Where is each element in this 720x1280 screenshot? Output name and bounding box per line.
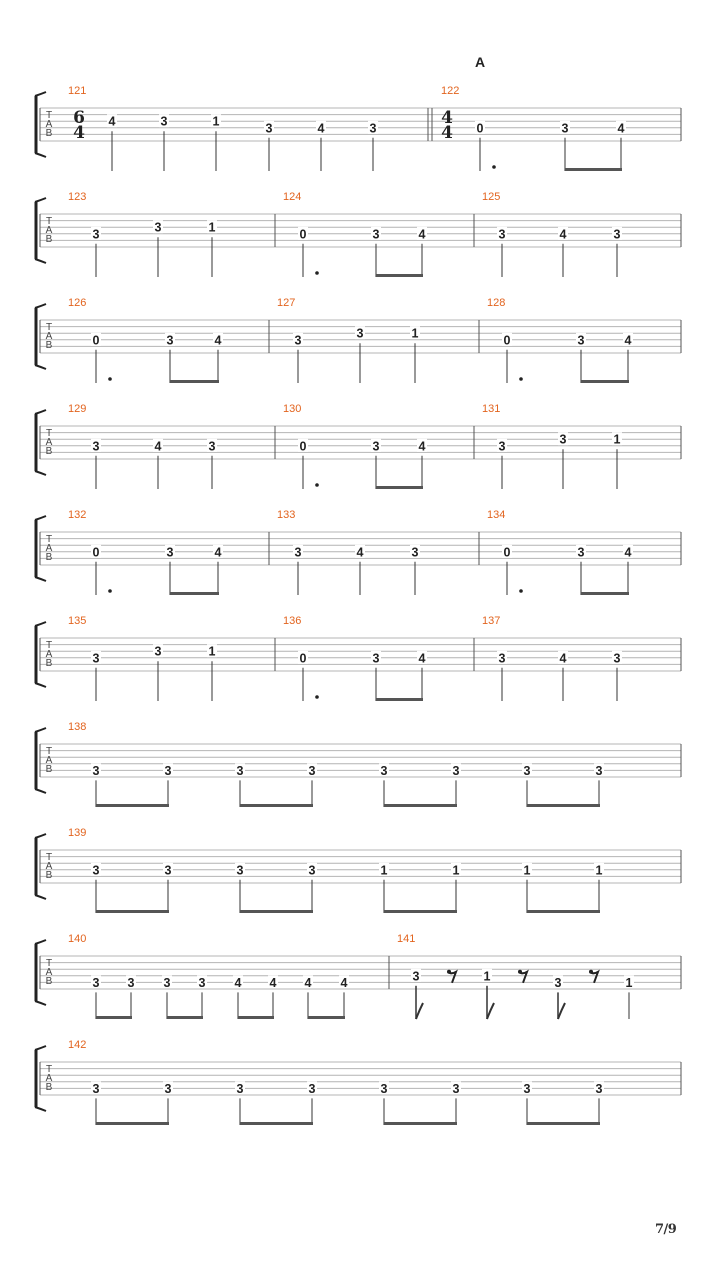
fret-number: 4 xyxy=(214,545,222,560)
dot xyxy=(108,377,112,381)
fret-number: 3 xyxy=(613,651,621,666)
tab-clef-letter: A xyxy=(45,967,53,978)
measure-number: 125 xyxy=(482,191,501,203)
bracket-hook xyxy=(35,683,46,687)
tab-clef-letter: B xyxy=(45,128,53,139)
dot xyxy=(108,589,112,593)
bracket-hook xyxy=(35,153,46,157)
beam xyxy=(527,1122,600,1125)
fret-number: 3 xyxy=(561,121,569,136)
fret-number: 1 xyxy=(208,644,216,659)
fret-number: 4 xyxy=(304,975,312,990)
tab-clef-letter: A xyxy=(45,331,53,342)
tab-clef-letter: A xyxy=(45,861,53,872)
fret-number: 3 xyxy=(236,863,244,878)
beam xyxy=(565,168,622,171)
time-signature-top: 6 xyxy=(73,108,85,128)
fret-number: 3 xyxy=(208,439,216,454)
bracket-hook xyxy=(35,365,46,369)
measure-number: 131 xyxy=(482,403,501,415)
tab-clef-letter: T xyxy=(45,428,53,439)
beam xyxy=(384,804,457,807)
fret-number: 4 xyxy=(418,651,426,666)
bracket-hook xyxy=(35,622,46,626)
fret-number: 3 xyxy=(127,975,135,990)
fret-number: 4 xyxy=(108,114,116,129)
bracket-hook xyxy=(35,1001,46,1005)
beam xyxy=(96,910,169,913)
fret-number: 3 xyxy=(92,227,100,242)
dot xyxy=(519,589,523,593)
tab-clef-letter: T xyxy=(45,640,53,651)
fret-number: 1 xyxy=(595,863,603,878)
fret-number: 0 xyxy=(299,227,307,242)
tab-clef-letter: T xyxy=(45,110,53,121)
tab-clef-letter: T xyxy=(45,852,53,863)
beam xyxy=(96,804,169,807)
fret-number: 1 xyxy=(483,969,491,984)
fret-number: 3 xyxy=(559,432,567,447)
fret-number: 4 xyxy=(269,975,277,990)
fret-number: 3 xyxy=(380,1081,388,1096)
beam xyxy=(170,380,219,383)
fret-number: 0 xyxy=(92,545,100,560)
beam xyxy=(308,1016,345,1019)
measure-number: 139 xyxy=(68,827,87,839)
fret-number: 3 xyxy=(236,1081,244,1096)
fret-number: 4 xyxy=(617,121,625,136)
bracket-hook xyxy=(35,1107,46,1111)
tab-clef-letter: B xyxy=(45,340,53,351)
tab-clef-letter: T xyxy=(45,322,53,333)
fret-number: 3 xyxy=(294,545,302,560)
fret-number: 3 xyxy=(308,763,316,778)
note-flag xyxy=(416,1003,423,1019)
time-signature-bottom: 4 xyxy=(73,123,85,143)
time-signature-bottom: 4 xyxy=(441,123,453,143)
measure-number: 134 xyxy=(487,509,506,521)
fret-number: 4 xyxy=(559,227,567,242)
tab-clef-letter: A xyxy=(45,543,53,554)
fret-number: 3 xyxy=(154,644,162,659)
page-number: 7/9 xyxy=(655,1222,677,1237)
tab-clef-letter: T xyxy=(45,958,53,969)
fret-number: 1 xyxy=(523,863,531,878)
fret-number: 1 xyxy=(625,975,633,990)
bracket-hook xyxy=(35,895,46,899)
measure-number: 121 xyxy=(68,85,87,97)
fret-number: 1 xyxy=(411,326,419,341)
beam xyxy=(96,1016,132,1019)
beam xyxy=(96,1122,169,1125)
tab-clef-letter: B xyxy=(45,870,53,881)
fret-number: 3 xyxy=(523,763,531,778)
measure-number: 133 xyxy=(277,509,296,521)
dot xyxy=(315,271,319,275)
beam xyxy=(527,910,600,913)
fret-number: 0 xyxy=(92,333,100,348)
fret-number: 1 xyxy=(613,432,621,447)
fret-number: 4 xyxy=(418,227,426,242)
fret-number: 1 xyxy=(212,114,220,129)
bracket-hook xyxy=(35,198,46,202)
fret-number: 3 xyxy=(154,220,162,235)
eighth-rest xyxy=(518,970,522,974)
section-label: A xyxy=(475,54,486,70)
tab-clef-letter: B xyxy=(45,764,53,775)
fret-number: 3 xyxy=(308,1081,316,1096)
fret-number: 4 xyxy=(317,121,325,136)
fret-number: 3 xyxy=(452,1081,460,1096)
fret-number: 0 xyxy=(503,545,511,560)
dot xyxy=(315,695,319,699)
tab-clef-letter: T xyxy=(45,746,53,757)
beam xyxy=(384,1122,457,1125)
tab-clef-letter: T xyxy=(45,534,53,545)
fret-number: 1 xyxy=(208,220,216,235)
bracket-hook xyxy=(35,789,46,793)
fret-number: 3 xyxy=(92,975,100,990)
fret-number: 4 xyxy=(154,439,162,454)
tab-clef-letter: A xyxy=(45,225,53,236)
fret-number: 3 xyxy=(372,439,380,454)
bracket-hook xyxy=(35,259,46,263)
fret-number: 3 xyxy=(613,227,621,242)
measure-number: 138 xyxy=(68,721,87,733)
beam xyxy=(240,910,313,913)
bracket-hook xyxy=(35,1046,46,1050)
fret-number: 0 xyxy=(299,651,307,666)
measure-number: 132 xyxy=(68,509,87,521)
measure-number: 126 xyxy=(68,297,87,309)
fret-number: 4 xyxy=(624,545,632,560)
fret-number: 3 xyxy=(595,763,603,778)
measure-number: 140 xyxy=(68,933,87,945)
bracket-hook xyxy=(35,516,46,520)
fret-number: 4 xyxy=(418,439,426,454)
fret-number: 3 xyxy=(198,975,206,990)
tab-clef-letter: A xyxy=(45,1073,53,1084)
beam xyxy=(376,486,423,489)
fret-number: 3 xyxy=(380,763,388,778)
bracket-hook xyxy=(35,728,46,732)
measure-number: 129 xyxy=(68,403,87,415)
tab-clef-letter: B xyxy=(45,976,53,987)
fret-number: 3 xyxy=(236,763,244,778)
measure-number: 123 xyxy=(68,191,87,203)
beam xyxy=(376,274,423,277)
dot xyxy=(519,377,523,381)
fret-number: 1 xyxy=(452,863,460,878)
fret-number: 3 xyxy=(92,1081,100,1096)
eighth-rest xyxy=(589,970,593,974)
tab-clef-letter: A xyxy=(45,437,53,448)
fret-number: 3 xyxy=(577,333,585,348)
fret-number: 3 xyxy=(372,227,380,242)
fret-number: 3 xyxy=(372,651,380,666)
bracket-hook xyxy=(35,410,46,414)
measure-number: 122 xyxy=(441,85,460,97)
fret-number: 3 xyxy=(92,439,100,454)
fret-number: 3 xyxy=(523,1081,531,1096)
bracket-hook xyxy=(35,304,46,308)
fret-number: 4 xyxy=(624,333,632,348)
note-flag xyxy=(487,1003,494,1019)
measure-number: 127 xyxy=(277,297,296,309)
tab-clef-letter: B xyxy=(45,552,53,563)
beam xyxy=(240,804,313,807)
fret-number: 3 xyxy=(308,863,316,878)
fret-number: 3 xyxy=(166,333,174,348)
tab-clef-letter: T xyxy=(45,216,53,227)
tab-clef-letter: B xyxy=(45,446,53,457)
measure-number: 128 xyxy=(487,297,506,309)
fret-number: 3 xyxy=(164,763,172,778)
fret-number: 4 xyxy=(559,651,567,666)
beam xyxy=(376,698,423,701)
beam xyxy=(384,910,457,913)
fret-number: 3 xyxy=(265,121,273,136)
dot xyxy=(492,165,496,169)
tab-clef-letter: A xyxy=(45,755,53,766)
fret-number: 4 xyxy=(234,975,242,990)
measure-number: 124 xyxy=(283,191,302,203)
fret-number: 0 xyxy=(503,333,511,348)
fret-number: 3 xyxy=(164,1081,172,1096)
note-flag xyxy=(558,1003,565,1019)
bracket-hook xyxy=(35,577,46,581)
time-signature-top: 4 xyxy=(441,108,453,128)
bracket-hook xyxy=(35,834,46,838)
tab-clef-letter: B xyxy=(45,1082,53,1093)
measure-number: 136 xyxy=(283,615,302,627)
fret-number: 3 xyxy=(92,763,100,778)
fret-number: 3 xyxy=(163,975,171,990)
bracket-hook xyxy=(35,471,46,475)
fret-number: 3 xyxy=(498,227,506,242)
measure-number: 130 xyxy=(283,403,302,415)
fret-number: 3 xyxy=(498,651,506,666)
fret-number: 1 xyxy=(380,863,388,878)
beam xyxy=(581,592,629,595)
measure-number: 141 xyxy=(397,933,416,945)
fret-number: 4 xyxy=(214,333,222,348)
fret-number: 3 xyxy=(498,439,506,454)
fret-number: 3 xyxy=(369,121,377,136)
fret-number: 4 xyxy=(340,975,348,990)
fret-number: 3 xyxy=(164,863,172,878)
bracket-hook xyxy=(35,92,46,96)
beam xyxy=(167,1016,203,1019)
fret-number: 3 xyxy=(412,969,420,984)
beam xyxy=(581,380,629,383)
measure-number: 142 xyxy=(68,1039,87,1051)
fret-number: 3 xyxy=(92,651,100,666)
beam xyxy=(240,1122,313,1125)
fret-number: 3 xyxy=(411,545,419,560)
tab-clef-letter: B xyxy=(45,658,53,669)
fret-number: 3 xyxy=(577,545,585,560)
beam xyxy=(170,592,219,595)
tab-clef-letter: B xyxy=(45,234,53,245)
tab-clef-letter: T xyxy=(45,1064,53,1075)
beam xyxy=(527,804,600,807)
fret-number: 3 xyxy=(160,114,168,129)
fret-number: 3 xyxy=(166,545,174,560)
fret-number: 0 xyxy=(299,439,307,454)
beam xyxy=(238,1016,274,1019)
tab-clef-letter: A xyxy=(45,649,53,660)
fret-number: 0 xyxy=(476,121,484,136)
fret-number: 3 xyxy=(356,326,364,341)
measure-number: 135 xyxy=(68,615,87,627)
eighth-rest xyxy=(447,970,451,974)
bracket-hook xyxy=(35,940,46,944)
fret-number: 3 xyxy=(595,1081,603,1096)
fret-number: 3 xyxy=(294,333,302,348)
fret-number: 3 xyxy=(554,975,562,990)
measure-number: 137 xyxy=(482,615,501,627)
fret-number: 3 xyxy=(452,763,460,778)
dot xyxy=(315,483,319,487)
tab-clef-letter: A xyxy=(45,119,53,130)
fret-number: 3 xyxy=(92,863,100,878)
fret-number: 4 xyxy=(356,545,364,560)
